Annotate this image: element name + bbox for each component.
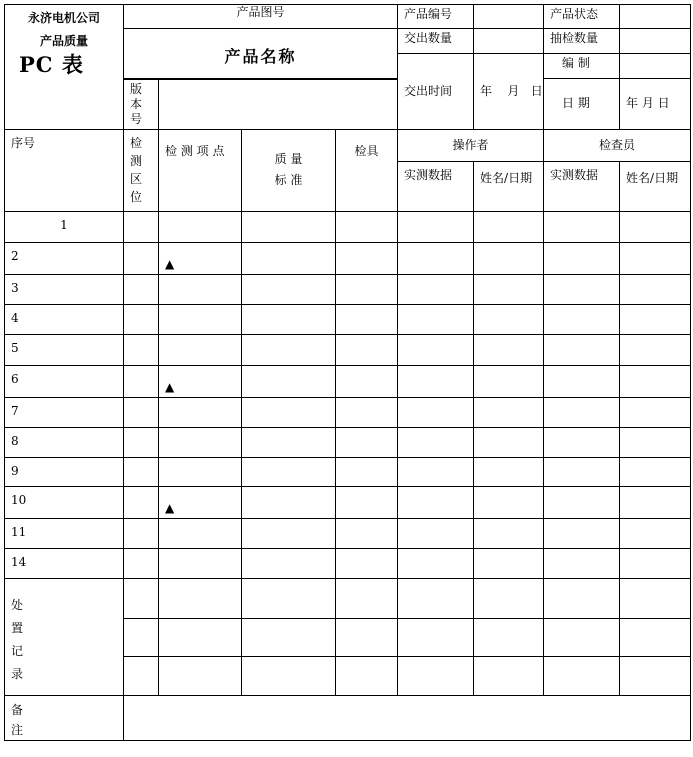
deliver-qty-value[interactable] — [474, 29, 544, 54]
checker-measured-cell[interactable] — [544, 397, 620, 427]
operator-name-date-cell[interactable] — [474, 242, 544, 274]
operator-name-date-cell[interactable] — [474, 365, 544, 397]
operator-name-date-cell[interactable] — [474, 211, 544, 242]
checker-measured-cell[interactable] — [544, 457, 620, 486]
deliver-month: 月 — [507, 83, 520, 98]
form-subtitle: 产品质量 — [39, 34, 88, 48]
operator-measured-cell[interactable] — [398, 397, 474, 427]
checker-name-date-cell[interactable] — [620, 211, 691, 242]
operator-measured-cell[interactable] — [398, 304, 474, 334]
drawing-no-label: 产品图号 — [124, 5, 398, 29]
inspect-area-cell[interactable] — [124, 548, 159, 578]
deliver-year: 年 — [480, 83, 493, 98]
table-row — [5, 548, 691, 578]
table-row — [5, 334, 691, 365]
gauge-cell[interactable] — [336, 211, 398, 242]
quality-standard-cell[interactable] — [242, 397, 336, 427]
operator-name-date-cell[interactable] — [474, 397, 544, 427]
operator-measured-cell[interactable] — [398, 242, 474, 274]
quality-standard-cell[interactable] — [242, 334, 336, 365]
disposal-cell[interactable] — [544, 578, 620, 618]
inspection-rows — [5, 211, 691, 578]
gauge-cell[interactable] — [336, 397, 398, 427]
inspect-item-cell[interactable] — [159, 274, 242, 304]
checker-name-date-cell[interactable] — [620, 397, 691, 427]
gauge-cell[interactable] — [336, 486, 398, 518]
operator-name-date-cell[interactable] — [474, 457, 544, 486]
quality-standard-cell[interactable] — [242, 486, 336, 518]
inspect-area-cell[interactable] — [124, 274, 159, 304]
row-number: 5 — [5, 334, 124, 365]
table-row — [5, 397, 691, 427]
gauge-cell[interactable] — [336, 518, 398, 548]
operator-name-date-cell[interactable] — [474, 334, 544, 365]
inspect-area-text: 检测区位 — [130, 135, 143, 204]
quality-standard-cell[interactable] — [242, 242, 336, 274]
row-number: 9 — [5, 457, 124, 486]
gauge-header: 检具 — [336, 129, 398, 211]
gauge-cell[interactable] — [336, 274, 398, 304]
checker-name-date-cell[interactable] — [620, 274, 691, 304]
checker-name-date-cell[interactable] — [620, 457, 691, 486]
operator-header: 操作者 — [398, 129, 544, 161]
checker-measured-cell[interactable] — [544, 211, 620, 242]
operator-measured-cell[interactable] — [398, 274, 474, 304]
key-item-triangle-icon: ▲ — [165, 500, 175, 515]
key-item-triangle-icon: ▲ — [165, 256, 175, 271]
disposal-cell[interactable] — [242, 618, 336, 656]
row-number: 4 — [5, 304, 124, 334]
disposal-cell[interactable] — [336, 578, 398, 618]
quality-standard-cell[interactable] — [242, 427, 336, 457]
table-row — [5, 427, 691, 457]
operator-measured-cell[interactable] — [398, 548, 474, 578]
product-no-value[interactable] — [474, 5, 544, 29]
remarks-label-cell — [5, 695, 124, 740]
table-row — [5, 365, 691, 397]
gauge-cell[interactable] — [336, 457, 398, 486]
seq-header: 序号 — [5, 129, 124, 211]
operator-measured-cell[interactable] — [398, 457, 474, 486]
quality-standard-cell[interactable] — [242, 304, 336, 334]
disposal-cell[interactable] — [398, 656, 474, 695]
quality-standard-cell[interactable] — [242, 518, 336, 548]
disposal-label-cell — [5, 578, 124, 695]
inspect-area-cell[interactable] — [124, 457, 159, 486]
disposal-cell[interactable] — [159, 656, 242, 695]
checker-name-date-cell[interactable] — [620, 304, 691, 334]
product-status-label: 产品状态 — [544, 5, 620, 29]
date-label: 日 期 — [544, 79, 620, 130]
quality-standard-cell[interactable] — [242, 274, 336, 304]
disposal-cell[interactable] — [544, 656, 620, 695]
table-row — [5, 457, 691, 486]
inspect-item-header: 检 测 项 点 — [159, 129, 242, 211]
prepared-label: 编 制 — [544, 54, 620, 79]
checker-measured-cell[interactable] — [544, 548, 620, 578]
disposal-cell[interactable] — [159, 578, 242, 618]
checker-name-date-cell[interactable] — [620, 518, 691, 548]
operator-measured-cell[interactable] — [398, 211, 474, 242]
inspect-item-cell[interactable] — [159, 486, 242, 518]
version-label-text: 版本号 — [130, 81, 143, 126]
checker-header: 检查员 — [544, 129, 691, 161]
checker-measured-cell[interactable] — [544, 304, 620, 334]
deliver-time-label: 交出时间 — [398, 54, 474, 130]
quality-standard-line1: 质 量 — [274, 152, 303, 166]
gauge-cell[interactable] — [336, 548, 398, 578]
disposal-cell[interactable] — [398, 618, 474, 656]
deliver-time-value[interactable] — [474, 54, 544, 130]
inspect-item-cell[interactable] — [159, 518, 242, 548]
table-row — [5, 304, 691, 334]
sample-qty-label: 抽检数量 — [544, 29, 620, 54]
checker-name-date-cell[interactable] — [620, 365, 691, 397]
inspect-area-cell[interactable] — [124, 486, 159, 518]
table-row — [5, 486, 691, 518]
inspect-area-cell[interactable] — [124, 427, 159, 457]
inspect-area-cell[interactable] — [124, 242, 159, 274]
checker-name-date-cell[interactable] — [620, 427, 691, 457]
pc-form-table — [4, 4, 691, 741]
deliver-qty-label: 交出数量 — [398, 29, 474, 54]
gauge-cell[interactable] — [336, 427, 398, 457]
checker-measured-cell[interactable] — [544, 365, 620, 397]
inspect-item-cell[interactable] — [159, 427, 242, 457]
product-name-label: 产品名称 — [224, 47, 297, 66]
checker-measured-cell[interactable] — [544, 242, 620, 274]
remarks-label: 备注 — [11, 702, 24, 737]
date-ymd: 年 月 日 — [620, 79, 691, 130]
version-label — [124, 79, 159, 130]
disposal-cell[interactable] — [242, 578, 336, 618]
company-name: 永济电机公司 — [27, 11, 100, 25]
disposal-cell[interactable] — [474, 618, 544, 656]
operator-name-date-header: 姓名/日期 — [474, 161, 544, 211]
checker-name-date-cell[interactable] — [620, 486, 691, 518]
inspect-item-cell[interactable] — [159, 365, 242, 397]
operator-name-date-cell[interactable] — [474, 518, 544, 548]
prepared-value[interactable] — [620, 54, 691, 79]
operator-measured-header: 实测数据 — [398, 161, 474, 211]
product-status-value[interactable] — [620, 5, 691, 29]
table-row — [5, 211, 691, 242]
row-number: 2 — [5, 242, 124, 274]
form-title: PC 表 — [19, 52, 84, 77]
disposal-cell[interactable] — [159, 618, 242, 656]
inspect-item-cell[interactable] — [159, 304, 242, 334]
product-name-cell — [124, 29, 398, 79]
inspect-item-cell[interactable] — [159, 397, 242, 427]
disposal-cell[interactable] — [474, 578, 544, 618]
key-item-triangle-icon: ▲ — [165, 379, 175, 394]
quality-standard-cell[interactable] — [242, 365, 336, 397]
quality-standard-cell[interactable] — [242, 211, 336, 242]
operator-name-date-cell[interactable] — [474, 486, 544, 518]
quality-standard-line2: 标 准 — [274, 173, 303, 187]
checker-name-date-header: 姓名/日期 — [620, 161, 691, 211]
checker-name-date-cell[interactable] — [620, 548, 691, 578]
inspect-item-cell[interactable] — [159, 242, 242, 274]
disposal-cell[interactable] — [124, 618, 159, 656]
deliver-day: 日 — [530, 83, 543, 98]
quality-standard-cell[interactable] — [242, 548, 336, 578]
gauge-cell[interactable] — [336, 334, 398, 365]
version-value[interactable] — [159, 79, 398, 130]
inspect-area-cell[interactable] — [124, 334, 159, 365]
table-row — [5, 274, 691, 304]
operator-measured-cell[interactable] — [398, 427, 474, 457]
checker-measured-cell[interactable] — [544, 518, 620, 548]
operator-measured-cell[interactable] — [398, 486, 474, 518]
disposal-cell[interactable] — [474, 656, 544, 695]
sample-qty-value[interactable] — [620, 29, 691, 54]
disposal-cell[interactable] — [398, 578, 474, 618]
row-number: 7 — [5, 397, 124, 427]
row-number: 3 — [5, 274, 124, 304]
operator-measured-cell[interactable] — [398, 518, 474, 548]
inspect-item-cell[interactable] — [159, 211, 242, 242]
table-row — [5, 242, 691, 274]
operator-name-date-cell[interactable] — [474, 427, 544, 457]
checker-measured-cell[interactable] — [544, 274, 620, 304]
inspect-item-cell[interactable] — [159, 548, 242, 578]
checker-measured-cell[interactable] — [544, 427, 620, 457]
checker-measured-header: 实测数据 — [544, 161, 620, 211]
checker-measured-cell[interactable] — [544, 486, 620, 518]
disposal-cell[interactable] — [620, 578, 691, 618]
disposal-cell[interactable] — [336, 656, 398, 695]
quality-standard-header — [242, 129, 336, 211]
inspect-area-cell[interactable] — [124, 397, 159, 427]
disposal-cell[interactable] — [620, 656, 691, 695]
table-row — [5, 518, 691, 548]
checker-name-date-cell[interactable] — [620, 334, 691, 365]
disposal-cell[interactable] — [124, 656, 159, 695]
row-number: 11 — [5, 518, 124, 548]
gauge-cell[interactable] — [336, 365, 398, 397]
row-number: 10 — [5, 486, 124, 518]
inspect-item-cell[interactable] — [159, 457, 242, 486]
inspect-area-header — [124, 129, 159, 211]
product-no-label: 产品编号 — [398, 5, 474, 29]
disposal-label: 处置记录 — [11, 597, 24, 681]
operator-name-date-cell[interactable] — [474, 548, 544, 578]
operator-name-date-cell[interactable] — [474, 274, 544, 304]
gauge-cell[interactable] — [336, 242, 398, 274]
row-number: 6 — [5, 365, 124, 397]
gauge-cell[interactable] — [336, 304, 398, 334]
operator-measured-cell[interactable] — [398, 365, 474, 397]
disposal-cell[interactable] — [620, 618, 691, 656]
disposal-cell[interactable] — [544, 618, 620, 656]
operator-name-date-cell[interactable] — [474, 304, 544, 334]
company-block — [5, 5, 124, 130]
row-number: 14 — [5, 548, 124, 578]
disposal-cell[interactable] — [242, 656, 336, 695]
disposal-cell[interactable] — [336, 618, 398, 656]
row-number: 1 — [5, 211, 124, 242]
checker-measured-cell[interactable] — [544, 334, 620, 365]
inspect-area-cell[interactable] — [124, 211, 159, 242]
inspect-area-cell[interactable] — [124, 304, 159, 334]
inspect-area-cell[interactable] — [124, 518, 159, 548]
disposal-cell[interactable] — [124, 578, 159, 618]
operator-measured-cell[interactable] — [398, 334, 474, 365]
remarks-value[interactable] — [124, 695, 691, 740]
inspect-item-cell[interactable] — [159, 334, 242, 365]
inspect-area-cell[interactable] — [124, 365, 159, 397]
quality-standard-cell[interactable] — [242, 457, 336, 486]
checker-name-date-cell[interactable] — [620, 242, 691, 274]
row-number: 8 — [5, 427, 124, 457]
